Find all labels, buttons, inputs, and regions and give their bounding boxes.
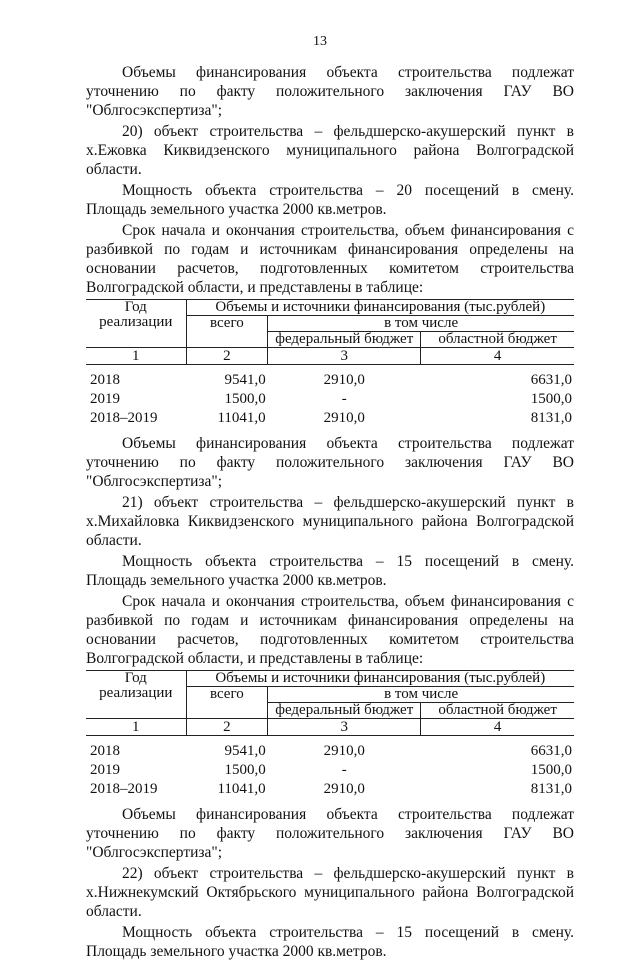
- header-including: в том числе: [268, 316, 574, 332]
- page-number: 13: [313, 34, 327, 49]
- paragraph-financing-note: Объемы финансирования объекта строительства подлежат уточнению по факту положительного заключения ГАУ ВО "Облгосэкспертиза";: [86, 435, 574, 490]
- col-number: 1: [86, 719, 186, 736]
- header-total: всего: [186, 316, 268, 348]
- header-year: Год реализации: [86, 300, 186, 348]
- cell-year: 2018–2019: [90, 410, 158, 426]
- cell-regional: 1500,0: [530, 391, 572, 407]
- table-row: [86, 371, 574, 390]
- paragraph-object-21: 21) объект строительства – фельдшерско-акушерский пункт в х.Михайловка Киквидзенского муниципального района Волгоградской области.: [86, 494, 574, 549]
- col-number: 3: [268, 719, 421, 736]
- cell-total: 9541,0: [224, 372, 266, 388]
- cell-federal: 2910,0: [323, 743, 365, 759]
- paragraph-object-20: 20) объект строительства – фельдшерско-акушерский пункт в х.Ежовка Киквидзенского муниципального района Волгоградской области.: [86, 123, 574, 178]
- header-total: всего: [186, 687, 268, 719]
- cell-year: 2019: [90, 762, 120, 778]
- col-number: 1: [86, 348, 186, 365]
- cell-year: 2018: [90, 372, 120, 388]
- col-number: 4: [421, 348, 574, 365]
- table-row: [86, 409, 574, 428]
- cell-regional: 6631,0: [530, 372, 572, 388]
- cell-federal: -: [341, 762, 347, 778]
- cell-year: 2019: [90, 391, 120, 407]
- paragraph-schedule: Срок начала и окончания строительства, объем финансирования с разбивкой по годам и источникам финансирования определены на основании расчетов, подготовленных комитетом строительства Волгоградской области, и представлены в таблице:: [86, 593, 574, 667]
- paragraph-capacity: Мощность объекта строительства – 15 посещений в смену. Площадь земельного участка 2000 кв.метров.: [86, 924, 574, 960]
- cell-regional: 8131,0: [530, 410, 572, 426]
- header-regional: областной бюджет: [421, 703, 574, 719]
- header-year: Год реализации: [86, 671, 186, 719]
- cell-federal: 2910,0: [323, 781, 365, 797]
- col-number: 3: [268, 348, 421, 365]
- header-including: в том числе: [268, 687, 574, 703]
- table-row: [86, 390, 574, 409]
- header-regional: областной бюджет: [421, 332, 574, 348]
- col-number: 4: [421, 719, 574, 736]
- cell-regional: 1500,0: [530, 762, 572, 778]
- col-number: 2: [186, 348, 268, 365]
- cell-total: 1500,0: [224, 391, 266, 407]
- paragraph-schedule: Срок начала и окончания строительства, объем финансирования с разбивкой по годам и источникам финансирования определены на основании расчетов, подготовленных комитетом строительства Волгоградской области, и представлены в таблице:: [86, 222, 574, 296]
- table-row: [86, 761, 574, 780]
- table-row: [86, 742, 574, 761]
- cell-total: 11041,0: [217, 410, 266, 426]
- col-number: 2: [186, 719, 268, 736]
- document-body: [86, 63, 574, 963]
- cell-year: 2018–2019: [90, 781, 158, 797]
- paragraph-financing-note: Объемы финансирования объекта строительства подлежат уточнению по факту положительного заключения ГАУ ВО "Облгосэкспертиза";: [86, 64, 574, 119]
- cell-federal: -: [341, 391, 347, 407]
- header-volumes: Объемы и источники финансирования (тыс.рублей): [186, 300, 574, 316]
- header-volumes: Объемы и источники финансирования (тыс.рублей): [186, 671, 574, 687]
- header-federal: федеральный бюджет: [268, 332, 421, 348]
- paragraph-capacity: Мощность объекта строительства – 20 посещений в смену. Площадь земельного участка 2000 кв.метров.: [86, 182, 574, 218]
- cell-federal: 2910,0: [323, 410, 365, 426]
- cell-year: 2018: [90, 743, 120, 759]
- cell-federal: 2910,0: [323, 372, 365, 388]
- financing-table: [86, 670, 574, 799]
- cell-total: 11041,0: [217, 781, 266, 797]
- cell-regional: 6631,0: [530, 743, 572, 759]
- paragraph-financing-note: Объемы финансирования объекта строительства подлежат уточнению по факту положительного заключения ГАУ ВО "Облгосэкспертиза";: [86, 806, 574, 861]
- header-federal: федеральный бюджет: [268, 703, 421, 719]
- cell-total: 1500,0: [224, 762, 266, 778]
- paragraph-capacity: Мощность объекта строительства – 15 посещений в смену. Площадь земельного участка 2000 кв.метров.: [86, 553, 574, 589]
- cell-total: 9541,0: [224, 743, 266, 759]
- paragraph-object-22: 22) объект строительства – фельдшерско-акушерский пункт в х.Нижнекумский Октябрьского муниципального района Волгоградской области.: [86, 865, 574, 920]
- financing-table: [86, 299, 574, 428]
- table-row: [86, 780, 574, 799]
- cell-regional: 8131,0: [530, 781, 572, 797]
